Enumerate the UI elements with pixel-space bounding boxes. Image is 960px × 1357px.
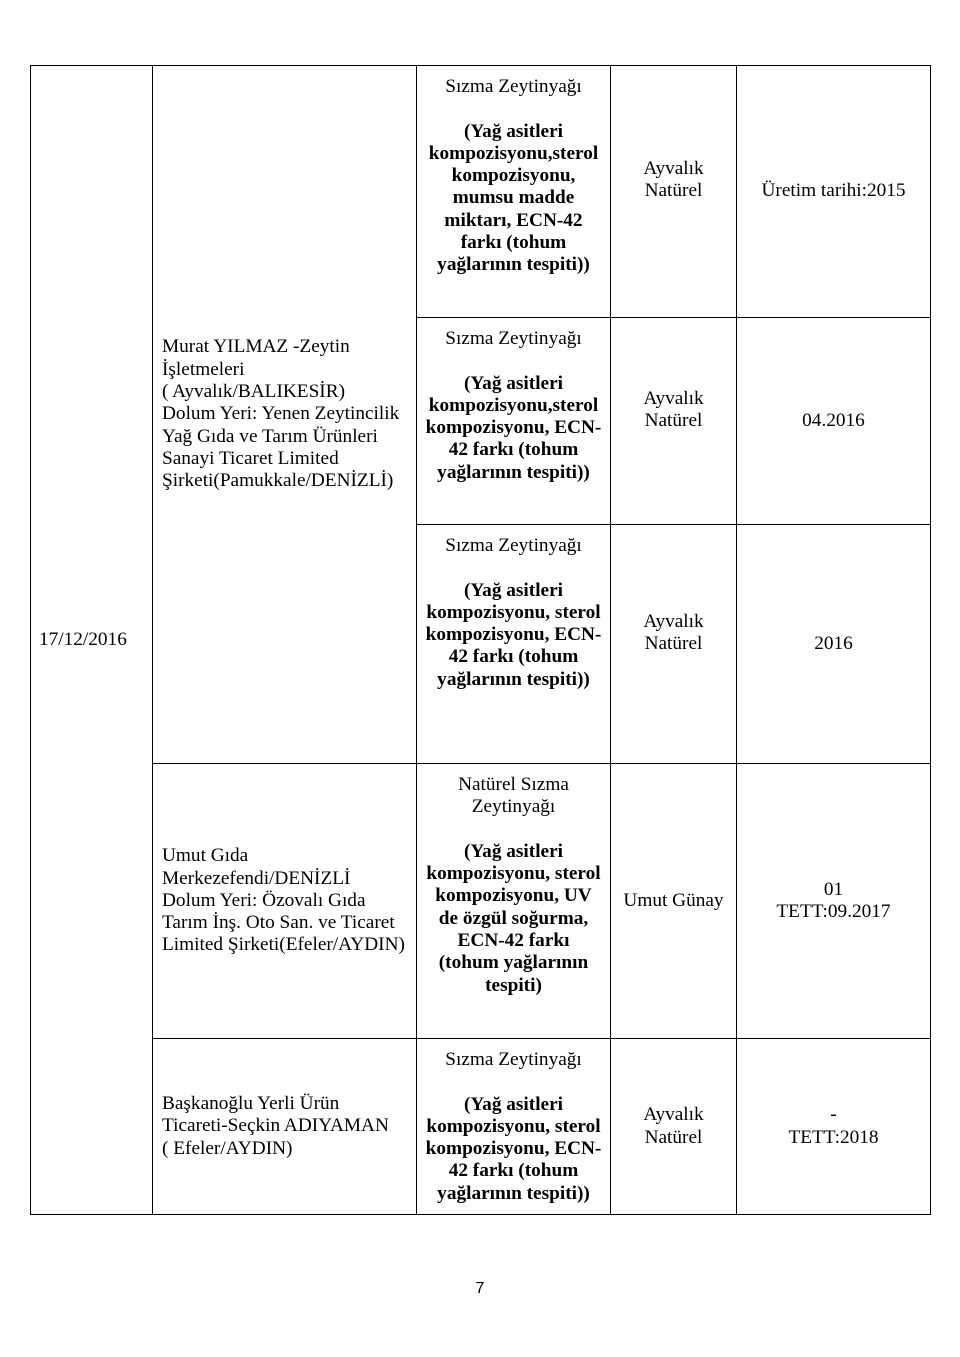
company-name-line: Dolum Yeri: Yenen Zeytincilik (162, 403, 400, 425)
analysis-text-line: kompozisyonu,sterol (428, 142, 599, 164)
company-cell (153, 1039, 417, 1215)
product-cell (417, 525, 611, 764)
product-cell (417, 1039, 611, 1215)
analysis-text-line: tespiti) (485, 974, 542, 996)
analysis-text-line: miktarı, ECN-42 (444, 209, 583, 231)
brand-name-line: Natürel (644, 409, 703, 431)
analysis-text-line: 42 farkı (tohum (448, 439, 579, 461)
company-name (162, 845, 416, 956)
analysis-text-line: yağlarının tespiti)) (437, 254, 590, 276)
lot-info-line: - (830, 1104, 837, 1126)
analysis-text (417, 841, 610, 997)
lot-info-line: TETT:09.2017 (776, 901, 891, 922)
company-name-line: Sanayi Ticaret Limited (162, 447, 339, 469)
product-name (417, 76, 610, 98)
analysis-text-line: yağlarının tespiti)) (437, 1182, 590, 1204)
lot-info-line: TETT:2018 (788, 1126, 879, 1148)
analysis-text-line: yağlarının tespiti)) (437, 461, 590, 483)
lot-cell (737, 525, 931, 764)
brand-name-line: Natürel (644, 180, 703, 202)
company-name-line: Murat YILMAZ -Zeytin (162, 336, 350, 358)
brand-name (611, 388, 736, 433)
product-name (417, 1049, 610, 1071)
brand-name-line: Ayvalık (643, 158, 704, 180)
brand-name-line: Ayvalık (643, 387, 704, 409)
lot-info (737, 180, 930, 202)
analysis-text-line: kompozisyonu, UV (435, 885, 592, 907)
brand-name-line: Natürel (644, 1126, 703, 1148)
company-name-line: Şirketi(Pamukkale/DENİZLİ) (162, 470, 394, 492)
company-name (162, 1093, 416, 1160)
table-row (31, 1039, 931, 1215)
analysis-text-line: (Yağ asitleri (463, 120, 564, 142)
analysis-text (417, 1094, 610, 1205)
lot-cell (737, 318, 931, 525)
analysis-text-line: 42 farkı (tohum (448, 1160, 579, 1182)
company-name-line: Başkanoğlu Yerli Ürün (162, 1093, 340, 1115)
lot-info (737, 1104, 930, 1149)
analysis-text (417, 580, 610, 691)
analysis-text-line: kompozisyonu,sterol (428, 394, 599, 416)
product-name-line: Sızma Zeytinyağı (445, 76, 582, 97)
product-name (417, 535, 610, 557)
brand-name (611, 158, 736, 203)
brand-name-line: Ayvalık (643, 1104, 704, 1126)
brand-cell (611, 318, 737, 525)
brand-name-line: Ayvalık (643, 610, 704, 632)
product-name-line: Sızma Zeytinyağı (445, 535, 582, 556)
lot-info (737, 879, 930, 924)
brand-name (611, 890, 736, 912)
lot-info-line: 2016 (814, 632, 853, 654)
analysis-text-line: (Yağ asitleri (463, 579, 564, 601)
company-name-line: Dolum Yeri: Özovalı Gıda (162, 889, 366, 911)
analysis-text-line: kompozisyonu, (451, 165, 576, 187)
brand-name (611, 1104, 736, 1149)
brand-name-line: Umut Günay (623, 889, 724, 911)
brand-cell (611, 66, 737, 318)
analysis-text-line: kompozisyonu, ECN- (425, 417, 602, 439)
lot-cell (737, 66, 931, 318)
analysis-text (417, 373, 610, 484)
lot-info-line: Üretim tarihi:2015 (761, 180, 906, 202)
company-name-line: Merkezefendi/DENİZLİ (162, 867, 351, 889)
company-name-line: ( Efeler/AYDIN) (162, 1137, 293, 1159)
company-cell (153, 764, 417, 1039)
analysis-text-line: (tohum yağlarının (438, 952, 589, 974)
company-name-line: Yağ Gıda ve Tarım Ürünleri (162, 425, 378, 447)
product-name (417, 328, 610, 350)
brand-name-line: Natürel (644, 632, 703, 654)
table-row (31, 764, 931, 1039)
company-name-line: Tarım İnş. Oto San. ve Ticaret (162, 912, 395, 934)
analysis-text-line: (Yağ asitleri (463, 372, 564, 394)
company-name-line: Umut Gıda (162, 845, 249, 867)
company-name-line: ( Ayvalık/BALIKESİR) (162, 381, 345, 403)
lot-cell (737, 764, 931, 1039)
brand-cell (611, 764, 737, 1039)
company-name (162, 336, 416, 492)
company-cell (153, 66, 417, 764)
analysis-text-line: kompozisyonu, sterol (426, 1115, 601, 1137)
page-number: 7 (475, 1280, 485, 1297)
lot-cell (737, 1039, 931, 1215)
company-name-line: İşletmeleri (162, 358, 245, 380)
results-table (30, 65, 931, 1215)
lot-info (737, 633, 930, 655)
lot-info-line: 01 (823, 878, 844, 900)
analysis-text-line: kompozisyonu, ECN- (425, 1138, 602, 1160)
analysis-text-line: kompozisyonu, sterol (426, 601, 601, 623)
sampling-date: 17/12/2016 (39, 628, 127, 650)
product-cell (417, 318, 611, 525)
analysis-text-line: kompozisyonu, ECN- (425, 624, 602, 646)
analysis-text-line: de özgül soğurma, (438, 907, 589, 929)
company-name-line: Limited Şirketi(Efeler/AYDIN) (162, 934, 405, 956)
lot-info-line: 04.2016 (802, 409, 865, 431)
analysis-text-line: 42 farkı (tohum (448, 646, 579, 668)
analysis-text-line: farkı (tohum (460, 232, 567, 254)
brand-cell (611, 525, 737, 764)
brand-name (611, 611, 736, 656)
product-cell (417, 764, 611, 1039)
product-name (417, 774, 610, 819)
product-name-line: Natürel Sızma (458, 774, 569, 795)
brand-cell (611, 1039, 737, 1215)
analysis-text-line: yağlarının tespiti)) (437, 668, 590, 690)
analysis-text (417, 121, 610, 277)
analysis-text-line: ECN-42 farkı (457, 930, 570, 952)
product-cell (417, 66, 611, 318)
analysis-text-line: (Yağ asitleri (463, 1093, 564, 1115)
company-name-line: Ticareti-Seçkin ADIYAMAN (162, 1115, 389, 1137)
analysis-text-line: mumsu madde (452, 187, 575, 209)
table-row (31, 66, 931, 318)
lot-info (737, 410, 930, 432)
date-cell (31, 66, 153, 1215)
product-name-line: Zeytinyağı (471, 796, 556, 818)
analysis-text-line: (Yağ asitleri (463, 840, 564, 862)
product-name-line: Sızma Zeytinyağı (445, 328, 582, 349)
product-name-line: Sızma Zeytinyağı (445, 1049, 582, 1070)
analysis-text-line: kompozisyonu, sterol (426, 863, 601, 885)
